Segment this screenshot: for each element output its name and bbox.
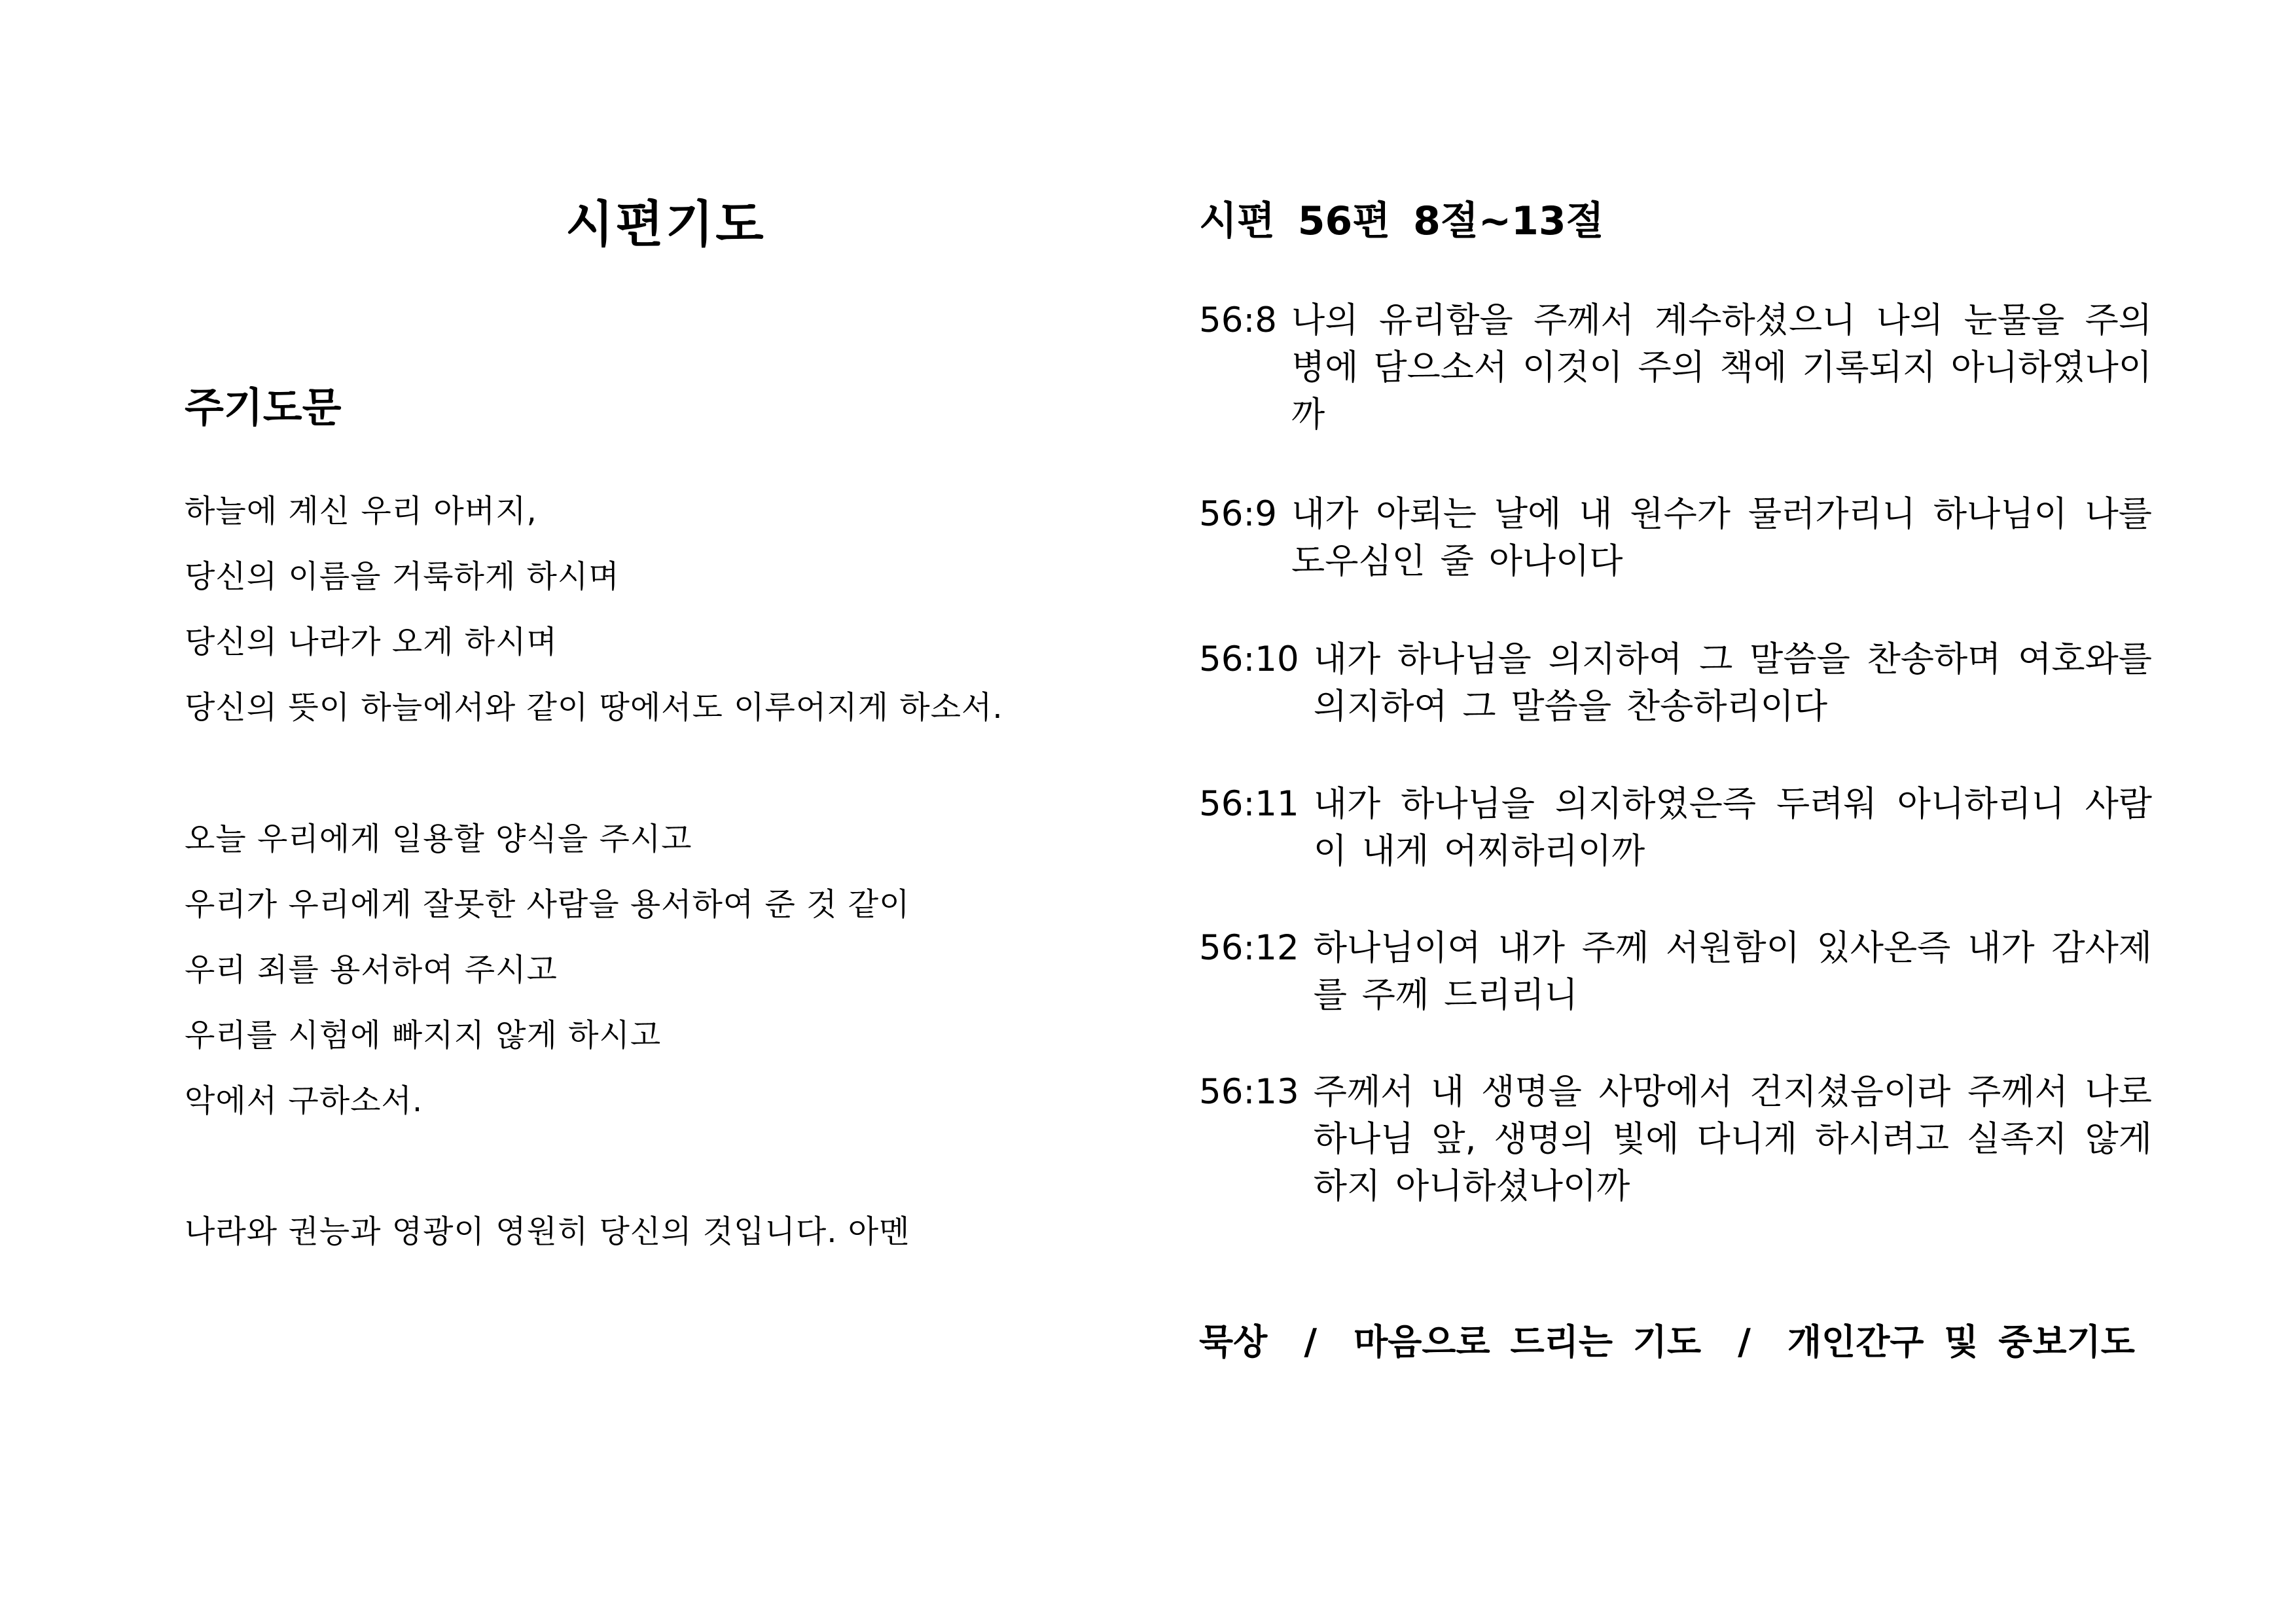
prayer-line: 당신의 나라가 오게 하시며 bbox=[185, 624, 558, 660]
page-title: 시편기도 bbox=[565, 195, 766, 253]
verse-item bbox=[1199, 297, 2152, 438]
prayer-line: 우리를 시험에 빠지지 않게 하시고 bbox=[185, 1017, 662, 1054]
verse-number: 56:11 bbox=[1199, 784, 1299, 824]
verse-item bbox=[1199, 1069, 2152, 1210]
section-heading-lords-prayer: 주기도문 bbox=[185, 383, 342, 431]
verse-number: 56:8 bbox=[1199, 300, 1278, 340]
footer-separator: / bbox=[1738, 1321, 1751, 1363]
verse-text: 내가 아뢰는 날에 내 원수가 물러가리니 하나님이 나를 도우심인 줄 아나이다 bbox=[1291, 494, 2152, 581]
verse-number: 56:10 bbox=[1199, 639, 1299, 679]
prayer-line: 우리가 우리에게 잘못한 사람을 용서하여 준 것 같이 bbox=[185, 886, 910, 923]
prayer-line: 우리 죄를 용서하여 주시고 bbox=[185, 952, 558, 988]
verse-item bbox=[1199, 925, 2152, 1019]
verse-text: 하나님이여 내가 주께 서원함이 있사온즉 내가 감사제를 주께 드리리니 bbox=[1313, 928, 2152, 1015]
verse-number: 56:13 bbox=[1199, 1072, 1299, 1112]
prayer-line: 당신의 뜻이 하늘에서와 같이 땅에서도 이루어지게 하소서. bbox=[185, 689, 1003, 726]
footer-separator: / bbox=[1304, 1321, 1318, 1363]
footer-item-heart-prayer: 마음으로 드리는 기도 bbox=[1354, 1321, 1702, 1363]
verse-text: 나의 유리함을 주께서 계수하셨으니 나의 눈물을 주의 병에 담으소서 이것이 주의 책에 기록되지 아니하였나이까 bbox=[1291, 300, 2152, 435]
verse-item bbox=[1199, 636, 2152, 730]
footer-prayer-order bbox=[1199, 1314, 2135, 1364]
verse-text: 내가 하나님을 의지하여 그 말씀을 찬송하며 여호와를 의지하여 그 말씀을 찬송하리이다 bbox=[1313, 639, 2152, 726]
prayer-line: 악에서 구하소서. bbox=[185, 1082, 423, 1119]
verse-number: 56:12 bbox=[1199, 928, 1299, 968]
footer-item-meditation: 묵상 bbox=[1199, 1321, 1268, 1363]
prayer-line: 당신의 이름을 거룩하게 하시며 bbox=[185, 558, 620, 595]
prayer-line: 나라와 권능과 영광이 영원히 당신의 것입니다. 아멘 bbox=[185, 1213, 910, 1250]
verse-item bbox=[1199, 781, 2152, 875]
psalm-title: 시편 56편 8절~13절 bbox=[1199, 198, 1604, 244]
footer-item-intercession: 개인간구 및 중보기도 bbox=[1787, 1321, 2135, 1363]
verse-text: 내가 하나님을 의지하였은즉 두려워 아니하리니 사람이 내게 어찌하리이까 bbox=[1313, 784, 2152, 871]
prayer-line: 오늘 우리에게 일용할 양식을 주시고 bbox=[185, 821, 692, 857]
prayer-line: 하늘에 계신 우리 아버지, bbox=[185, 493, 537, 529]
verse-item bbox=[1199, 491, 2152, 585]
verse-text: 주께서 내 생명을 사망에서 건지셨음이라 주께서 나로 하나님 앞, 생명의 빛에 다니게 하시려고 실족지 않게 하지 아니하셨나이까 bbox=[1313, 1072, 2152, 1206]
verse-number: 56:9 bbox=[1199, 494, 1278, 534]
